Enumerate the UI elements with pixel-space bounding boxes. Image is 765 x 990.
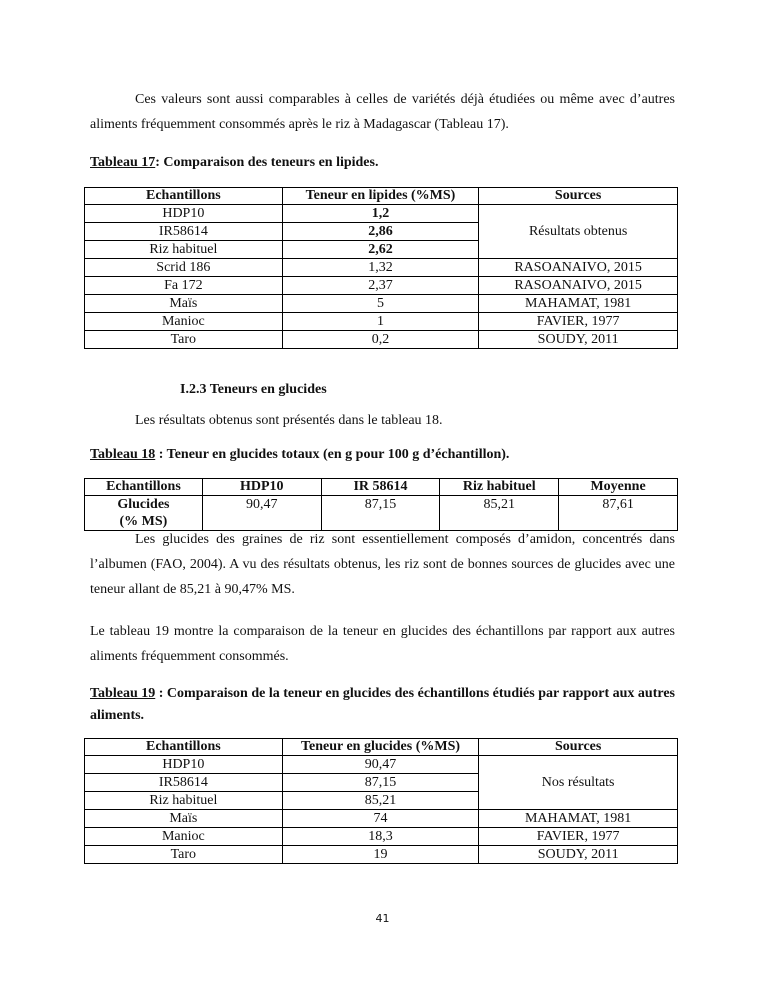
source-cell: MAHAMAT, 1981 xyxy=(479,810,678,828)
column-header: HDP10 xyxy=(202,479,321,496)
column-header: Echantillons xyxy=(85,739,283,756)
value-cell: 74 xyxy=(282,810,479,828)
row-label-line2: (% MS) xyxy=(119,514,168,529)
table-row xyxy=(85,313,678,331)
value-cell: 1,2 xyxy=(282,205,479,223)
table17-caption-label: Tableau 17 xyxy=(90,155,156,170)
value-cell: 0,2 xyxy=(282,331,479,349)
sample-cell: Riz habituel xyxy=(85,792,283,810)
column-header: Sources xyxy=(479,188,678,205)
column-header: Sources xyxy=(479,739,678,756)
results-sentence: Les résultats obtenus sont présentés dans le tableau 18. xyxy=(135,413,443,428)
row-label-cell xyxy=(85,496,203,531)
table-19 xyxy=(84,738,678,864)
value-cell: 18,3 xyxy=(282,828,479,846)
header-row xyxy=(85,188,678,205)
sample-cell: IR58614 xyxy=(85,223,283,241)
table-row xyxy=(85,277,678,295)
merged-source-cell: Résultats obtenus xyxy=(479,205,678,259)
sample-cell: Fa 172 xyxy=(85,277,283,295)
column-header: Echantillons xyxy=(85,188,283,205)
source-cell: SOUDY, 2011 xyxy=(479,846,678,864)
table-18 xyxy=(84,478,678,531)
value-cell: 90,47 xyxy=(282,756,479,774)
table17-caption-text: : Comparaison des teneurs en lipides. xyxy=(155,155,379,170)
source-cell: FAVIER, 1977 xyxy=(479,313,678,331)
paragraph-glucides: Les glucides des graines de riz sont essentiellement composés d’amidon, concentrés dans l’albumen (FAO, 2004). A vu des résultats obtenus, les riz sont de bonnes sources de glucides avec une teneur allant de 85,21 à 90,47% MS. xyxy=(90,532,675,597)
merged-source-cell: Nos résultats xyxy=(479,756,678,810)
sample-cell: IR58614 xyxy=(85,774,283,792)
header-row xyxy=(85,739,678,756)
table18-caption-text: : Teneur en glucides totaux (en g pour 100 g d’échantillon). xyxy=(155,447,510,462)
value-cell: 1 xyxy=(282,313,479,331)
value-cell: 2,86 xyxy=(282,223,479,241)
table-row xyxy=(85,846,678,864)
table19-caption-text: : Comparaison de la teneur en glucides des échantillons étudiés par rapport aux autres aliments. xyxy=(90,686,675,723)
table-17 xyxy=(84,187,678,349)
header-row xyxy=(85,479,678,496)
value-cell: 85,21 xyxy=(440,496,559,531)
page-number: 41 xyxy=(375,912,390,925)
value-cell: 87,15 xyxy=(321,496,440,531)
value-cell: 2,62 xyxy=(282,241,479,259)
column-header: Moyenne xyxy=(559,479,678,496)
table-row xyxy=(85,828,678,846)
source-cell: MAHAMAT, 1981 xyxy=(479,295,678,313)
table-row xyxy=(85,259,678,277)
value-cell: 2,37 xyxy=(282,277,479,295)
intro-paragraph: Ces valeurs sont aussi comparables à celles de variétés déjà étudiées ou même avec d’autres aliments fréquemment consommés après le riz à Madagascar (Tableau 17). xyxy=(90,92,675,132)
sample-cell: HDP10 xyxy=(85,756,283,774)
value-cell: 90,47 xyxy=(202,496,321,531)
sample-cell: Maïs xyxy=(85,810,283,828)
value-cell: 19 xyxy=(282,846,479,864)
table-row xyxy=(85,810,678,828)
sample-cell: Riz habituel xyxy=(85,241,283,259)
value-cell: 85,21 xyxy=(282,792,479,810)
row-label-line1: Glucides xyxy=(117,497,170,512)
table-row xyxy=(85,331,678,349)
sample-cell: Taro xyxy=(85,331,283,349)
sample-cell: Manioc xyxy=(85,313,283,331)
value-cell: 87,15 xyxy=(282,774,479,792)
source-cell: RASOANAIVO, 2015 xyxy=(479,277,678,295)
table19-caption xyxy=(90,683,675,727)
table-row xyxy=(85,756,678,774)
value-cell: 1,32 xyxy=(282,259,479,277)
paragraph-tableau19-intro: Le tableau 19 montre la comparaison de la teneur en glucides des échantillons par rapport aux autres aliments fréquemment consommés. xyxy=(90,624,675,664)
table-row xyxy=(85,295,678,313)
sample-cell: Taro xyxy=(85,846,283,864)
value-cell: 87,61 xyxy=(559,496,678,531)
table18-caption-label: Tableau 18 xyxy=(90,447,156,462)
value-cell: 5 xyxy=(282,295,479,313)
sample-cell: Manioc xyxy=(85,828,283,846)
sample-cell: Maïs xyxy=(85,295,283,313)
table18-caption xyxy=(90,442,675,467)
table-row xyxy=(85,496,678,531)
section-heading: I.2.3 Teneurs en glucides xyxy=(180,382,327,397)
column-header: Echantillons xyxy=(85,479,203,496)
source-cell: FAVIER, 1977 xyxy=(479,828,678,846)
sample-cell: HDP10 xyxy=(85,205,283,223)
column-header: IR 58614 xyxy=(321,479,440,496)
column-header: Teneur en glucides (%MS) xyxy=(282,739,479,756)
sample-cell: Scrid 186 xyxy=(85,259,283,277)
column-header: Riz habituel xyxy=(440,479,559,496)
source-cell: SOUDY, 2011 xyxy=(479,331,678,349)
table-row xyxy=(85,205,678,223)
table17-caption xyxy=(90,150,675,175)
column-header: Teneur en lipides (%MS) xyxy=(282,188,479,205)
table19-caption-label: Tableau 19 xyxy=(90,686,156,701)
source-cell: RASOANAIVO, 2015 xyxy=(479,259,678,277)
